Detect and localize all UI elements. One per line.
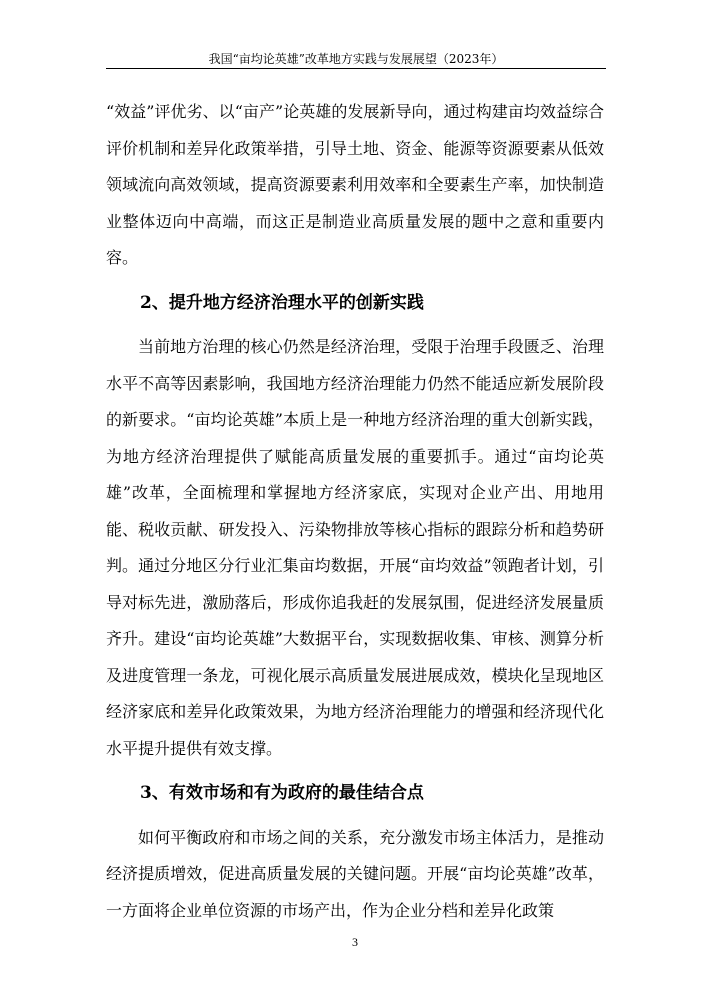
section-heading: 3、有效市场和有为政府的最佳结合点: [140, 783, 424, 803]
header-rule: [106, 68, 606, 69]
paragraph: 当前地方治理的核心仍然是经济治理，受限于治理手段匮乏、治理水平不高等因素影响，我国地方经济治理能力仍然不能适应新发展阶段的新要求。“亩均论英雄”本质上是一种地方经济治理的重大创新实践，为地方经济治理提供了赋能高质量发展的重要抓手。通过“亩均论英雄”改革，全面梳理和掌握地方经济家底，实现对企业产出、用地用能、税收贡献、研发投入、污染物排放等核心指标的跟踪分析和趋势研判。通过分地区分行业汇集亩均数据，开展“亩均效益”领跑者计划，引导对标先进，激励落后，形成你追我赶的发展氛围，促进经济发展量质齐升。建设“亩均论英雄”大数据平台，实现数据收集、审核、测算分析及进度管理一条龙，可视化展示高质量发展进展成效，模块化呈现地区经济家底和差异化政策效果，为地方经济治理能力的增强和经济现代化水平提升提供有效支撑。: [106, 337, 604, 758]
body-text: [106, 94, 604, 929]
page-number: 3: [352, 935, 358, 949]
section-heading: 2、提升地方经济治理水平的创新实践: [140, 292, 424, 313]
running-header: 我国“亩均论英雄”改革地方实践与发展展望（2023年）: [208, 52, 504, 66]
paragraph: “效益”评优劣、以“亩产”论英雄的发展新导向，通过构建亩均效益综合评价机制和差异化政策举措，引导土地、资金、能源等资源要素从低效领域流向高效领域，提高资源要素利用效率和全要素生产率，加快制造业整体迈向中高端，而这正是制造业高质量发展的题中之意和重要内容。: [106, 102, 604, 267]
paragraph: 如何平衡政府和市场之间的关系，充分激发市场主体活力，是推动经济提质增效，促进高质量发展的关键问题。开展“亩均论英雄”改革，一方面将企业单位资源的市场产出，作为企业分档和差异化政策: [106, 827, 604, 920]
